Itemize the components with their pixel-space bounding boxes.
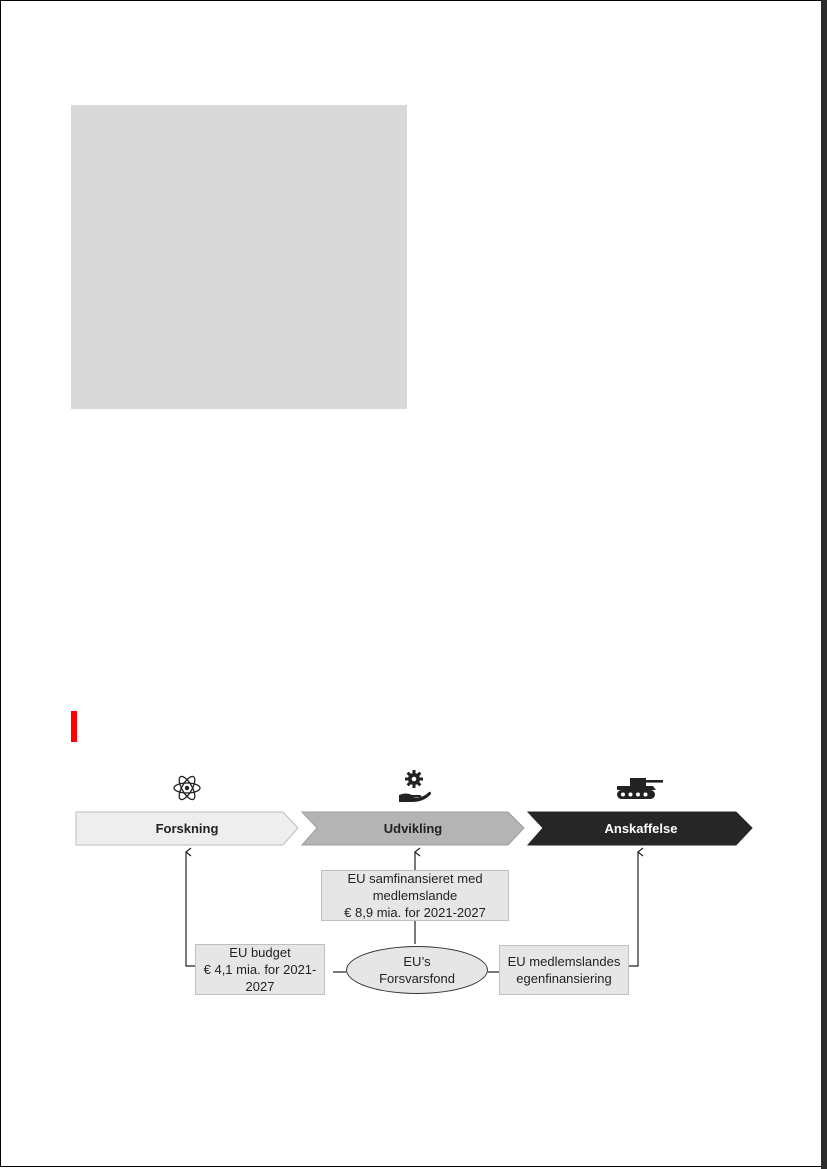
- stage-label-udvikling: Udvikling: [383, 821, 443, 836]
- defence-fund-oval: [346, 946, 488, 994]
- image-placeholder: [71, 105, 407, 409]
- cofinanced-line-1: EU samfinansieret med: [347, 871, 483, 886]
- gear-hand-icon: [396, 768, 432, 804]
- eu-budget-line-2: € 4,1 mia. for 2021-: [203, 962, 317, 977]
- eu-budget-line-3: 2027: [245, 979, 275, 994]
- defence-fund-diagram: [71, 766, 757, 1000]
- cofinanced-line-2: medlemslande: [372, 888, 458, 903]
- member-states-line-2: egenfinansiering: [516, 971, 612, 986]
- page-edge: [821, 0, 827, 1169]
- section-marker: [71, 711, 77, 742]
- connector-member-states: [628, 852, 638, 966]
- stage-label-forskning: Forskning: [155, 821, 219, 836]
- stage-label-anskaffelse: Anskaffelse: [604, 821, 678, 836]
- eu-budget-line-1: EU budget: [229, 945, 291, 960]
- connector-eu-budget: [186, 852, 195, 966]
- cofinanced-line-3: € 8,9 mia. for 2021-2027: [344, 905, 486, 920]
- member-states-line-1: EU medlemslandes: [507, 954, 621, 969]
- eu-budget-box: [195, 944, 325, 995]
- atom-icon: [172, 770, 202, 804]
- tank-icon: [615, 774, 665, 800]
- fund-line-1: EU’s: [403, 954, 431, 969]
- fund-line-2: Forsvarsfond: [379, 971, 455, 986]
- cofinanced-box: [321, 870, 509, 921]
- member-states-box: [499, 945, 629, 995]
